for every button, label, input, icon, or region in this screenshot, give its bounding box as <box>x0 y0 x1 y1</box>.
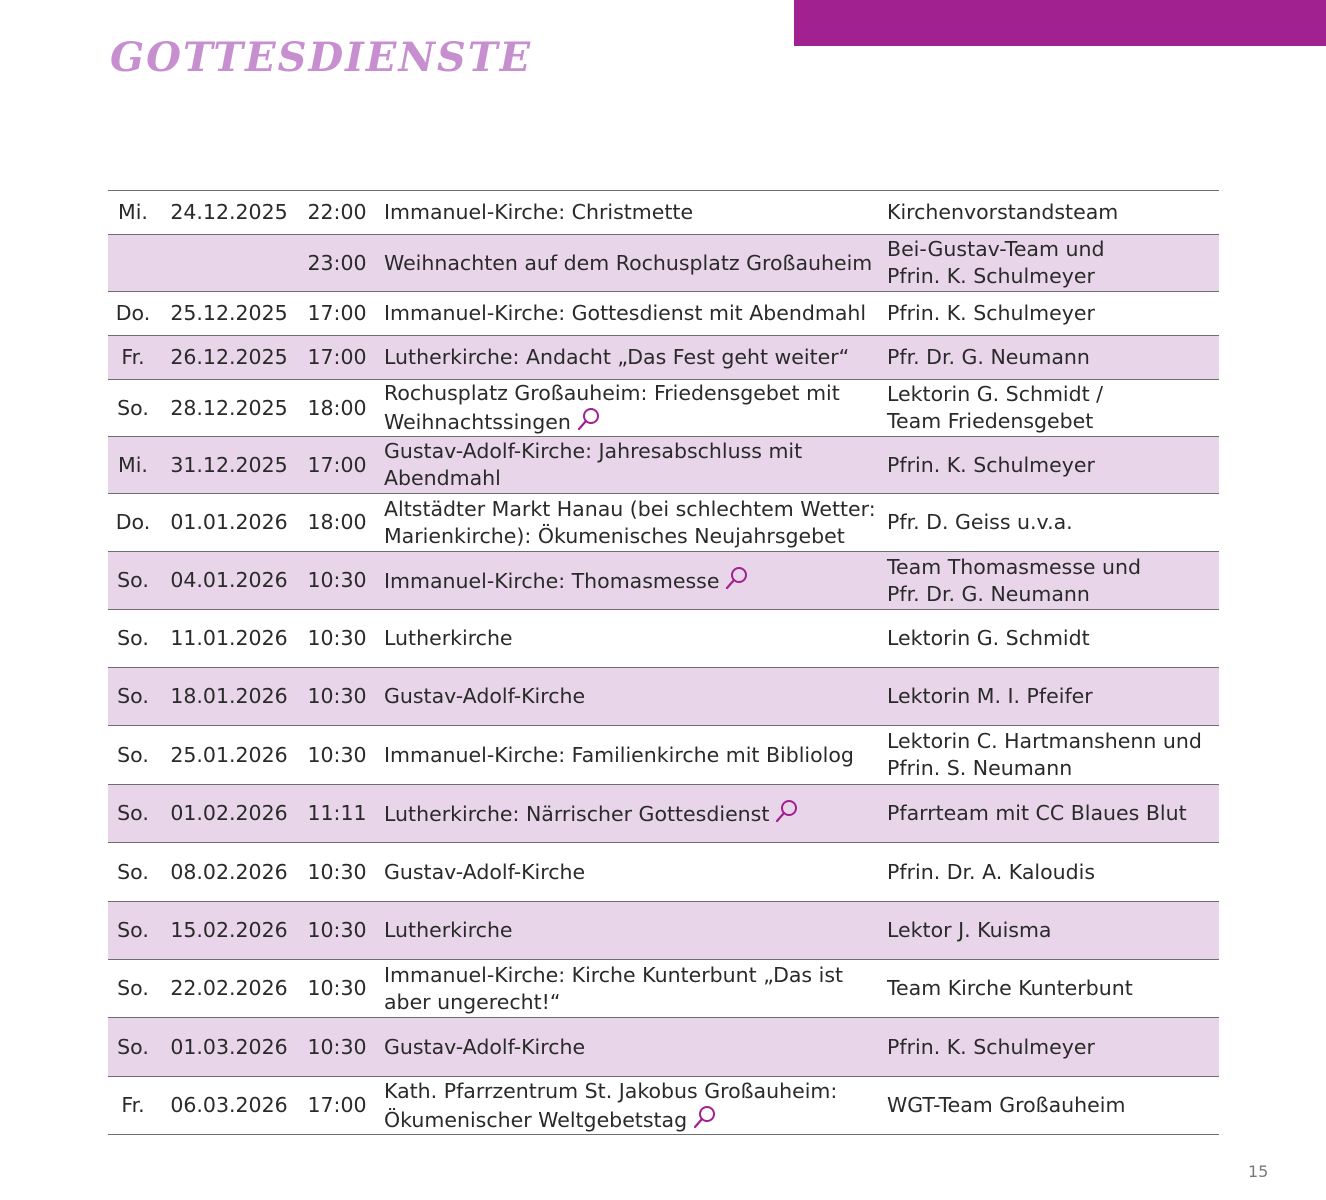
date-cell: 22.02.2026 <box>158 960 300 1018</box>
service-leader-cell <box>881 902 1219 960</box>
service-description-line: Weihnachten auf dem Rochusplatz Großauheim <box>384 250 873 275</box>
date-cell: 26.12.2025 <box>158 336 300 380</box>
weekday-cell: So. <box>108 960 158 1018</box>
service-row <box>108 437 1219 494</box>
service-row <box>108 668 1219 726</box>
date-cell: 11.01.2026 <box>158 610 300 668</box>
service-description-line: Immanuel-Kirche: Kirche Kunterbunt „Das ist <box>384 962 844 987</box>
date-cell: 06.03.2026 <box>158 1077 300 1135</box>
service-description-cell <box>374 668 881 726</box>
services-table-body <box>108 191 1219 1135</box>
time-cell: 11:11 <box>300 785 374 843</box>
service-leader-line: Pfr. D. Geiss u.v.a. <box>887 510 1073 534</box>
service-leader-cell <box>881 610 1219 668</box>
weekday-cell: Fr. <box>108 1077 158 1135</box>
service-leader-line: Team Kirche Kunterbunt <box>887 976 1133 1000</box>
service-leader-line: Team Thomasmesse und <box>887 554 1142 579</box>
service-description-cell <box>374 1077 881 1135</box>
service-description-cell <box>374 336 881 380</box>
service-leader-cell <box>881 336 1219 380</box>
service-row <box>108 960 1219 1018</box>
service-leader-cell <box>881 960 1219 1018</box>
time-cell: 10:30 <box>300 902 374 960</box>
service-description-line: Kath. Pfarrzentrum St. Jakobus Großauheim: <box>384 1078 838 1103</box>
date-cell: 01.01.2026 <box>158 494 300 552</box>
service-description-cell <box>374 726 881 785</box>
service-leader-line: Pfrin. K. Schulmeyer <box>887 1034 1095 1059</box>
time-cell: 10:30 <box>300 726 374 785</box>
service-leader-cell <box>881 437 1219 494</box>
service-description-line: aber ungerecht!“ <box>384 989 561 1014</box>
service-description-line: Lutherkirche <box>384 626 513 650</box>
magnifier-icon <box>693 1105 717 1129</box>
service-leader-line: Lektorin G. Schmidt <box>887 626 1090 650</box>
time-cell: 10:30 <box>300 610 374 668</box>
service-leader-cell <box>881 1077 1219 1135</box>
date-cell <box>158 235 300 292</box>
service-description-line: Altstädter Markt Hanau (bei schlechtem Wetter: <box>384 496 876 521</box>
service-leader-line: WGT-Team Großauheim <box>887 1093 1126 1117</box>
service-description-cell <box>374 610 881 668</box>
weekday-cell: Do. <box>108 292 158 336</box>
service-leader-line: Pfr. Dr. G. Neumann <box>887 345 1090 369</box>
date-cell: 18.01.2026 <box>158 668 300 726</box>
date-cell: 15.02.2026 <box>158 902 300 960</box>
service-description-line: Rochusplatz Großauheim: Friedensgebet mit <box>384 381 840 405</box>
page-title: GOTTESDIENSTE <box>110 34 533 81</box>
weekday-cell: So. <box>108 785 158 843</box>
service-description-line: Marienkirche): Ökumenisches Neujahrsgebet <box>384 523 845 548</box>
service-leader-line: Kirchenvorstandsteam <box>887 200 1119 224</box>
service-description-cell <box>374 843 881 902</box>
time-cell: 18:00 <box>300 380 374 437</box>
service-description-cell <box>374 292 881 336</box>
time-cell: 17:00 <box>300 1077 374 1135</box>
service-row <box>108 235 1219 292</box>
service-leader-line: Bei-Gustav-Team und <box>887 237 1105 261</box>
service-row <box>108 336 1219 380</box>
magnifier-icon <box>725 566 749 590</box>
service-description-cell <box>374 380 881 437</box>
date-cell: 25.12.2025 <box>158 292 300 336</box>
services-table <box>108 190 1219 1135</box>
weekday-cell: So. <box>108 902 158 960</box>
service-leader-cell <box>881 668 1219 726</box>
weekday-cell: So. <box>108 1018 158 1077</box>
service-leader-cell <box>881 380 1219 437</box>
weekday-cell: Do. <box>108 494 158 552</box>
service-leader-cell <box>881 494 1219 552</box>
service-row <box>108 552 1219 610</box>
service-leader-line: Pfr. Dr. G. Neumann <box>887 581 1090 606</box>
date-cell: 04.01.2026 <box>158 552 300 610</box>
date-cell: 24.12.2025 <box>158 191 300 235</box>
service-leader-cell <box>881 191 1219 235</box>
service-description-cell <box>374 437 881 494</box>
service-leader-line: Lektor J. Kuisma <box>887 918 1052 942</box>
service-row <box>108 1077 1219 1135</box>
header-accent-bar <box>794 0 1326 46</box>
time-cell: 22:00 <box>300 191 374 235</box>
time-cell: 23:00 <box>300 235 374 292</box>
service-leader-cell <box>881 552 1219 610</box>
weekday-cell: So. <box>108 668 158 726</box>
service-row <box>108 843 1219 902</box>
weekday-cell: Mi. <box>108 437 158 494</box>
service-leader-line: Pfrin. K. Schulmeyer <box>887 301 1095 325</box>
service-description-line: Immanuel-Kirche: Familienkirche mit Bibliolog <box>384 742 854 767</box>
service-leader-line: Pfarrteam mit CC Blaues Blut <box>887 801 1187 825</box>
date-cell: 28.12.2025 <box>158 380 300 437</box>
time-cell: 17:00 <box>300 437 374 494</box>
service-leader-line: Pfrin. K. Schulmeyer <box>887 452 1095 477</box>
service-description-cell <box>374 191 881 235</box>
service-leader-line: Lektorin C. Hartmanshenn und <box>887 729 1202 753</box>
service-description-line: Ökumenischer Weltgebetstag <box>384 1107 688 1132</box>
service-description-line: Gustav-Adolf-Kirche: Jahresabschluss mit <box>384 439 803 463</box>
magnifier-icon <box>577 407 601 431</box>
service-description-line: Abendmahl <box>384 466 501 490</box>
date-cell: 25.01.2026 <box>158 726 300 785</box>
service-row <box>108 902 1219 960</box>
time-cell: 10:30 <box>300 552 374 610</box>
date-cell: 01.02.2026 <box>158 785 300 843</box>
service-row <box>108 191 1219 235</box>
time-cell: 10:30 <box>300 668 374 726</box>
date-cell: 08.02.2026 <box>158 843 300 902</box>
time-cell: 10:30 <box>300 960 374 1018</box>
weekday-cell: Fr. <box>108 336 158 380</box>
service-description-line: Immanuel-Kirche: Gottesdienst mit Abendmahl <box>384 301 867 325</box>
service-row <box>108 292 1219 336</box>
service-description-line: Gustav-Adolf-Kirche <box>384 684 586 708</box>
service-row <box>108 494 1219 552</box>
service-description-cell <box>374 1018 881 1077</box>
magnifier-icon <box>775 799 799 823</box>
time-cell: 10:30 <box>300 843 374 902</box>
service-description-line: Immanuel-Kirche: Christmette <box>384 200 694 224</box>
service-description-line: Gustav-Adolf-Kirche <box>384 859 586 884</box>
time-cell: 17:00 <box>300 292 374 336</box>
time-cell: 18:00 <box>300 494 374 552</box>
service-leader-cell <box>881 1018 1219 1077</box>
service-row <box>108 1018 1219 1077</box>
service-leader-cell <box>881 785 1219 843</box>
service-leader-line: Lektorin M. I. Pfeifer <box>887 684 1093 708</box>
service-description-line: Weihnachtssingen <box>384 410 571 434</box>
weekday-cell: So. <box>108 380 158 437</box>
weekday-cell: So. <box>108 726 158 785</box>
time-cell: 17:00 <box>300 336 374 380</box>
service-row <box>108 610 1219 668</box>
service-leader-cell <box>881 235 1219 292</box>
date-cell: 01.03.2026 <box>158 1018 300 1077</box>
weekday-cell <box>108 235 158 292</box>
page-number: 15 <box>1248 1162 1269 1181</box>
service-leader-line: Lektorin G. Schmidt / <box>887 382 1104 406</box>
service-description-cell <box>374 235 881 292</box>
weekday-cell: Mi. <box>108 191 158 235</box>
service-row <box>108 726 1219 785</box>
weekday-cell: So. <box>108 610 158 668</box>
service-leader-cell <box>881 292 1219 336</box>
service-leader-cell <box>881 726 1219 785</box>
service-description-cell <box>374 785 881 843</box>
service-description-line: Lutherkirche: Närrischer Gottesdienst <box>384 802 770 826</box>
service-description-line: Lutherkirche: Andacht „Das Fest geht weiter“ <box>384 345 850 369</box>
service-description-cell <box>374 902 881 960</box>
service-description-line: Lutherkirche <box>384 918 513 942</box>
service-leader-cell <box>881 843 1219 902</box>
weekday-cell: So. <box>108 843 158 902</box>
time-cell: 10:30 <box>300 1018 374 1077</box>
service-leader-line: Pfrin. K. Schulmeyer <box>887 264 1095 288</box>
service-row <box>108 380 1219 437</box>
weekday-cell: So. <box>108 552 158 610</box>
service-description-cell <box>374 960 881 1018</box>
date-cell: 31.12.2025 <box>158 437 300 494</box>
service-description-line: Gustav-Adolf-Kirche <box>384 1034 586 1059</box>
service-description-cell <box>374 494 881 552</box>
service-description-line: Immanuel-Kirche: Thomasmesse <box>384 569 720 593</box>
service-row <box>108 785 1219 843</box>
service-leader-line: Pfrin. Dr. A. Kaloudis <box>887 859 1096 884</box>
service-leader-line: Pfrin. S. Neumann <box>887 756 1073 780</box>
service-description-cell <box>374 552 881 610</box>
service-leader-line: Team Friedensgebet <box>887 409 1094 433</box>
